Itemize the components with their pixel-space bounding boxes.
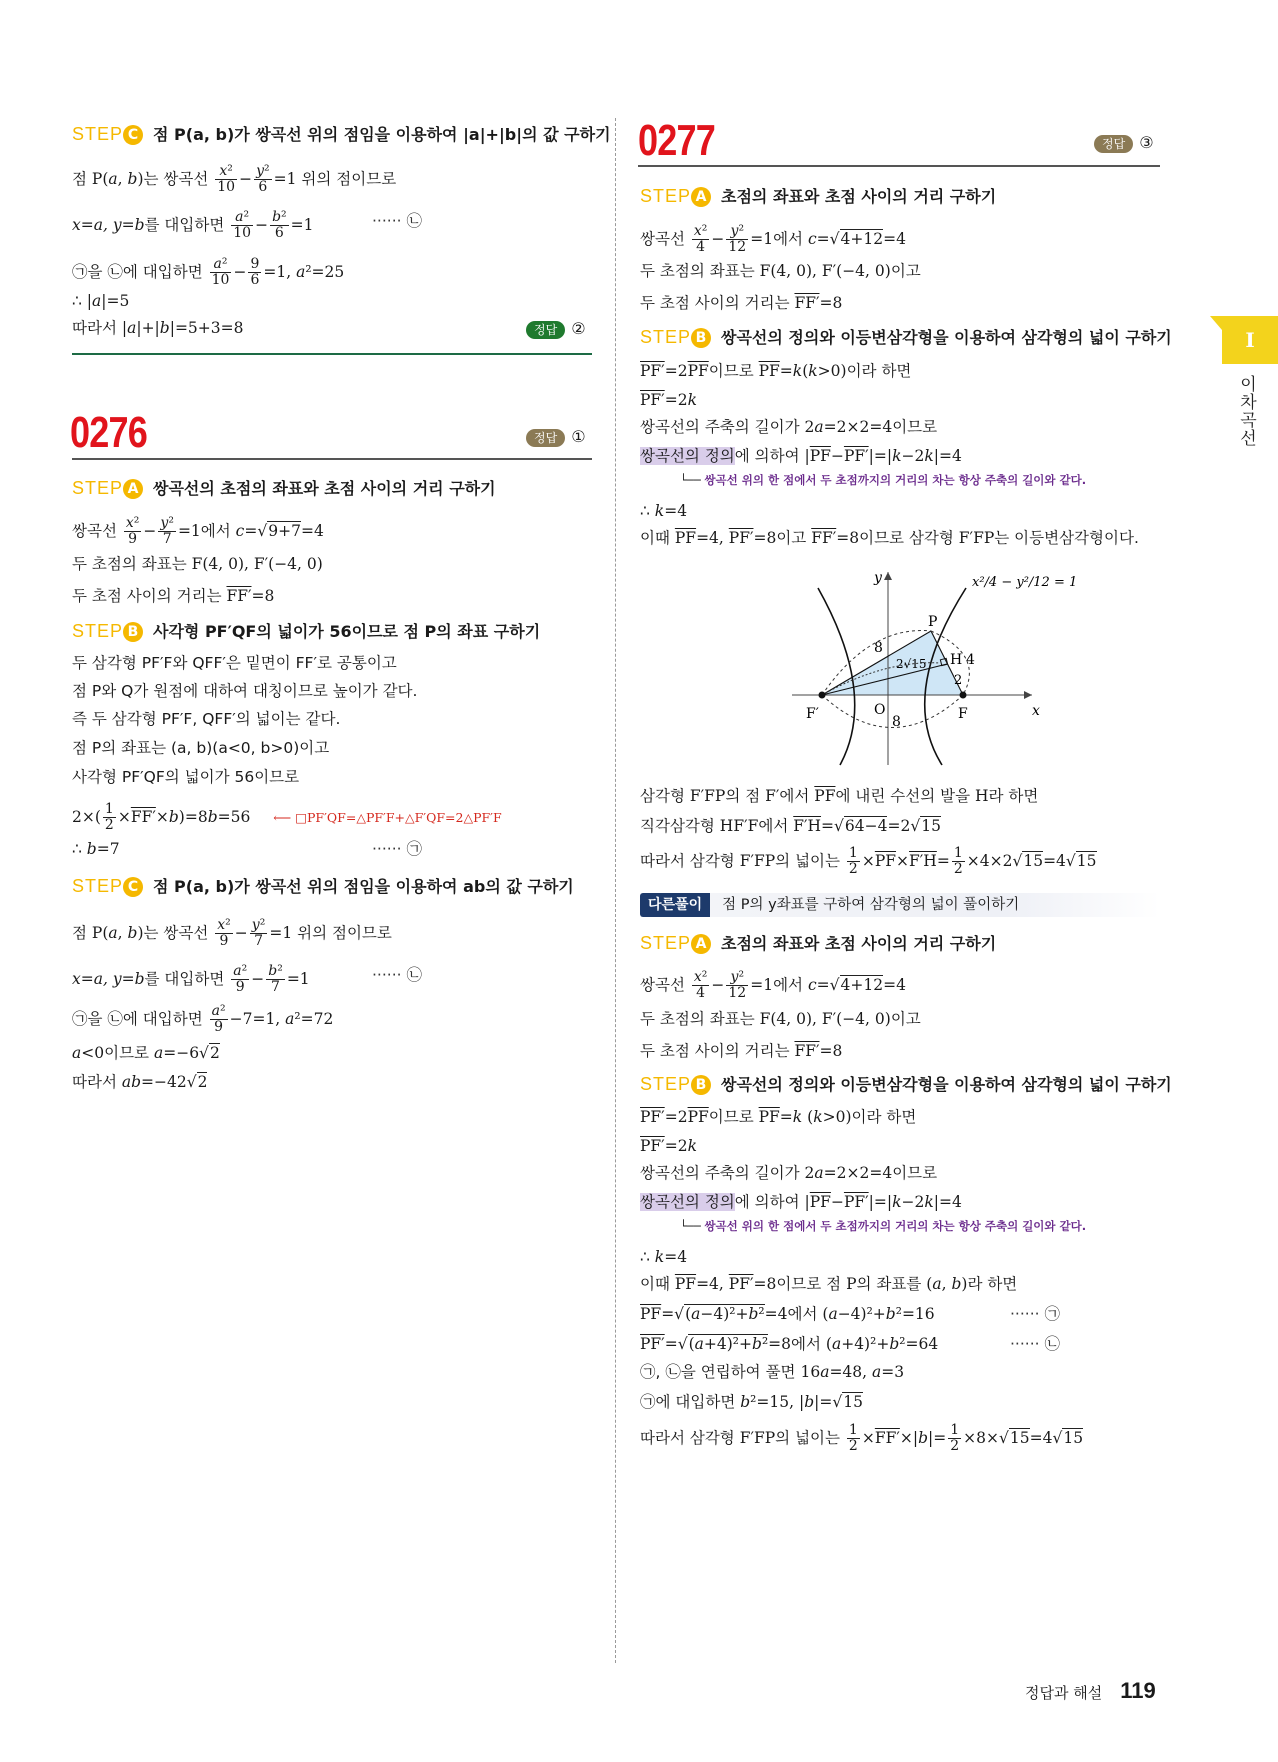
solution-line: ∴ |a|=5 [72,292,130,310]
solution-line: x=a, y=b를 대입하면 $\frac{\text{a²}}{10}$ − $\frac{\text{b²}}{6}$ =1 ······ ㉡ [72,209,422,241]
chapter-tab: I [1222,316,1278,364]
problem-number: 0277 [638,116,715,165]
solution-line: 따라서 삼각형 F′FP의 넓이는 $\frac{1}{2}$ $\times\overline{PF}\times F'H=$ $\frac{1}{2}$ ×4×2√15=4√15 [640,845,1097,877]
solution-line: 따라서 삼각형 F′FP의 넓이는 $\frac{1}{2}$ ×FF′×|b|= $\frac{1}{2}$ ×8×√15=4√15 [640,1422,1084,1454]
solution-line: ㉠, ㉡을 연립하여 풀면 16a=48, a=3 [640,1363,905,1381]
solution-line: $\overline{PF}=√(a-4)^2+b^2=4$에서 (a−4)²+b²=16 ······ ㉠ [640,1305,1060,1323]
svg-text:8: 8 [874,640,883,656]
step-heading: STEP A 쌍곡선의 초점의 좌표와 초점 사이의 거리 구하기 [72,478,496,498]
solution-line: ㉠을 ㉡에 대입하면 $\frac{\text{a²}}{10}$ − $\frac{9}{6}$ =1, a²=25 [72,256,345,288]
definition-highlight: 쌍곡선의 정의 [640,447,735,465]
focus-f-prime [819,692,826,699]
hyperbola-left-branch [818,588,855,765]
svg-text:x: x [1032,703,1040,719]
svg-text:O: O [874,702,886,718]
solution-line: 쌍곡선 $\frac{\text{x²}}{4}$ − $\frac{\text{y²}}{12}$ =1에서 c=√4+12=4 [640,223,906,255]
step-heading: STEP A 초점의 좌표와 초점 사이의 거리 구하기 [640,933,997,953]
solution-line: 쌍곡선의 정의에 의하여 $|\overline{PF}-PF'|=|k-2k|=4$ [640,1193,962,1211]
solution-line: ㉠에 대입하면 b²=15, |b|=√15 [640,1393,863,1411]
solution-line: ∴ k=4 [640,502,688,520]
step-heading: STEP A 초점의 좌표와 초점 사이의 거리 구하기 [640,186,997,206]
solution-line: 직각삼각형 HF′F에서 F′H=√64−4=2√15 [640,817,941,835]
focus-f [960,692,967,699]
solution-line: ∴ k=4 [640,1248,688,1266]
definition-note: └── 쌍곡선 위의 한 점에서 두 초점까지의 거리의 차는 항상 주축의 길이와 같다. [680,1219,1087,1233]
solution-line: 점 P(a, b)는 쌍곡선 $\frac{\text{x²}}{10}$ − $\frac{\text{y²}}{6}$ =1 위의 점이므로 [72,163,397,195]
problem-header-rule [72,458,592,460]
solution-line: 사각형 PF′QF의 넓이가 56이므로 [72,768,300,786]
solution-line: x=a, y=b를 대입하면 $\frac{\text{a²}}{9}$ − $\frac{\text{b²}}{7}$ =1 ······ ㉡ [72,963,422,995]
solution-line: 이때 $\overline{PF}=4$, PF′=8이므로 점 P의 좌표를 (a, b)라 하면 [640,1275,1018,1293]
svg-text:2√15: 2√15 [896,657,927,671]
definition-highlight: 쌍곡선의 정의 [640,1193,735,1211]
solution-line: PF′=2k [640,391,697,409]
problem-number: 0276 [70,408,147,457]
solution-line: 점 P와 Q가 원점에 대하여 대칭이므로 높이가 같다. [72,682,418,700]
definition-note: └── 쌍곡선 위의 한 점에서 두 초점까지의 거리의 차는 항상 주축의 길이와 같다. [680,473,1087,487]
chapter-label: 이차곡선 [1236,375,1256,447]
answer-badge: 정답 ② [526,320,586,340]
svg-text:F: F [958,706,968,722]
hyperbola-diagram [770,560,1090,770]
problem-header-rule [638,165,1160,167]
answer-badge: 정답 ① [526,428,586,448]
solution-line: $PF'=2\overline{PF}$이므로 $\overline{PF}=k(k>0)$이라 하면 [640,362,912,380]
svg-text:8: 8 [892,714,901,730]
solution-line: 두 초점 사이의 거리는 FF′=8 [640,294,843,312]
svg-text:y: y [874,570,882,586]
svg-text:F′: F′ [806,706,819,722]
solution-line: 쌍곡선 $\frac{\text{x²}}{9}$ − $\frac{\text{y²}}{7}$ =1에서 c=√9+7=4 [72,515,324,547]
solution-line: $PF'=2\overline{PF}$이므로 $\overline{PF}=k$ (k>0)이라 하면 [640,1108,917,1126]
step-heading: STEP B 사각형 PF′QF의 넓이가 56이므로 점 P의 좌표 구하기 [72,621,541,641]
solution-line: 쌍곡선의 정의에 의하여 $|\overline{PF}-PF'|=|k-2k|=4$ [640,447,962,465]
section-divider [72,353,592,355]
solution-line: 이때 $\overline{PF}=4$, PF′=8이고 FF′=8이므로 삼각형 F′FP는 이등변삼각형이다. [640,529,1139,547]
svg-text:x²/4 − y²/12 = 1: x²/4 − y²/12 = 1 [972,575,1078,590]
svg-text:P: P [928,614,938,630]
solution-line: PF′=2k [640,1137,697,1155]
solution-line: 따라서 |a|+|b|=5+3=8 [72,319,244,337]
solution-line: 쌍곡선의 주축의 길이가 2a=2×2=4이므로 [640,418,938,436]
solution-line: 2×( $\frac{1}{2}$ ×FF′×b)=8b=56 ⟵ □PF′QF=△PF′F+△F′QF=2△PF′F [72,801,502,833]
step-heading: STEP B 쌍곡선의 정의와 이등변삼각형을 이용하여 삼각형의 넓이 구하기 [640,1074,1172,1094]
svg-text:H: H [950,652,963,668]
solution-line: 쌍곡선의 주축의 길이가 2a=2×2=4이므로 [640,1164,938,1182]
solution-line: a<0이므로 a=−6√2 [72,1044,220,1062]
solution-line: 두 초점 사이의 거리는 FF′=8 [72,587,275,605]
solution-line: ㉠을 ㉡에 대입하면 $\frac{\text{a²}}{9}$ −7=1, a²=72 [72,1003,334,1035]
step-heading: STEP C 점 P(a, b)가 쌍곡선 위의 점임을 이용하여 ab의 값 구하기 [72,876,574,896]
step-heading: STEP B 쌍곡선의 정의와 이등변삼각형을 이용하여 삼각형의 넓이 구하기 [640,327,1172,347]
annotation-arrow: ⟵ [273,810,296,825]
step-heading: STEP C 점 P(a, b)가 쌍곡선 위의 점임을 이용하여 |a|+|b|의 값 구하기 [72,124,611,144]
solution-line: 즉 두 삼각형 PF′F, QFF′의 넓이는 같다. [72,710,341,728]
svg-text:2: 2 [954,673,963,688]
solution-line: 두 초점의 좌표는 F(4, 0), F′(−4, 0) [72,555,323,573]
solution-line: 따라서 ab=−42√2 [72,1073,208,1091]
solution-line: 두 초점의 좌표는 F(4, 0), F′(−4, 0)이고 [640,1010,921,1028]
page-footer [1025,1678,1156,1704]
answer-badge: 정답 ③ [1094,134,1154,154]
footer-section: 정답과 해설 [1025,1684,1103,1702]
solution-line: PF′=√(a+4)²+b²=8에서 (a+4)²+b²=64 ······ ㉡ [640,1335,1060,1353]
solution-line: 쌍곡선 $\frac{\text{x²}}{4}$ − $\frac{\text{y²}}{12}$ =1에서 c=√4+12=4 [640,969,906,1001]
solution-line: 점 P의 좌표는 (a, b)(a<0, b>0)이고 [72,739,330,757]
solution-line: 삼각형 F′FP의 점 F′에서 $\overline{PF}$에 내린 수선의 발을 H라 하면 [640,787,1039,805]
solution-line: 두 삼각형 PF′F와 QFF′은 밑면이 FF′로 공통이고 [72,654,397,672]
svg-text:4: 4 [966,652,975,668]
solution-line: ∴ b=7 ······ ㉠ [72,840,422,858]
column-divider [615,118,616,1663]
alternate-solution-banner: 다른풀이 점 P의 y좌표를 구하여 삼각형의 넓이 풀이하기 [640,893,1160,917]
solution-line: 두 초점의 좌표는 F(4, 0), F′(−4, 0)이고 [640,262,921,280]
solution-line: 점 P(a, b)는 쌍곡선 $\frac{\text{x²}}{9}$ − $\frac{\text{y²}}{7}$ =1 위의 점이므로 [72,917,392,949]
solution-line: 두 초점 사이의 거리는 FF′=8 [640,1042,843,1060]
page-number: 119 [1120,1678,1156,1703]
